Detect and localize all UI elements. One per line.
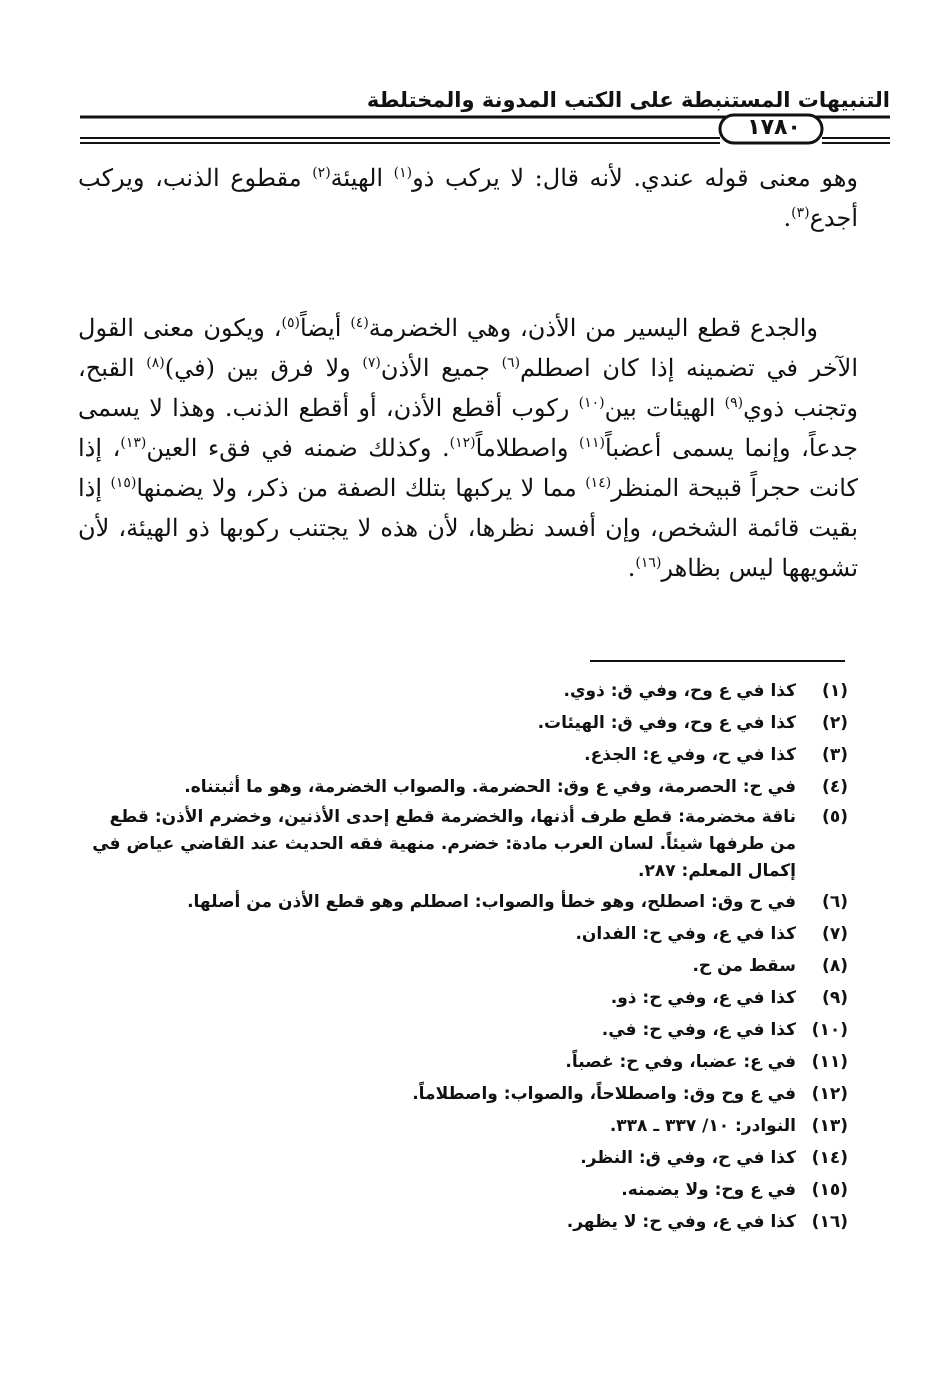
page-number: ١٧٨٠ bbox=[747, 115, 801, 140]
footnote-item bbox=[78, 1207, 848, 1239]
footnote-ref: (٢) bbox=[312, 165, 331, 181]
footnote-item bbox=[78, 1111, 848, 1143]
footnote-item bbox=[78, 983, 848, 1015]
footnote-text: كذا في ح، وفي ق: النظر. bbox=[580, 1148, 796, 1168]
footnote-item bbox=[78, 951, 848, 983]
footnote-ref: (١٤) bbox=[585, 475, 612, 491]
footnote-item bbox=[78, 740, 848, 772]
footnote-number: (٨) bbox=[822, 956, 848, 976]
footnote-number: (١٦) bbox=[811, 1212, 848, 1232]
footnote-item bbox=[78, 708, 848, 740]
footnote-number: (٧) bbox=[822, 924, 848, 944]
footnote-number: (١١) bbox=[811, 1052, 848, 1072]
footnote-text: كذا في ع، وفي ح: الفدان. bbox=[575, 924, 796, 944]
footnote-text: كذا في ع وح، وفي ق: ذوي. bbox=[563, 681, 796, 701]
footnote-ref: (٣) bbox=[791, 205, 810, 221]
footnote-ref: (٤) bbox=[350, 315, 369, 331]
footnote-text: في ع: عضبا، وفي ح: غصباً. bbox=[565, 1052, 796, 1072]
footnote-number: (١٥) bbox=[811, 1180, 848, 1200]
footnote-number: (١٣) bbox=[811, 1116, 848, 1136]
footnote-text: في ح: الحصرمة، وفي ع وق: الحضرمة. والصواب الخضرمة، وهو ما أثبتناه. bbox=[184, 777, 796, 797]
footnote-text: في ع وح وق: واصطلاحاً، والصواب: واصطلاماً. bbox=[412, 1084, 796, 1104]
footnote-number: (٥) bbox=[822, 807, 848, 827]
footnote-ref: (٨) bbox=[146, 355, 165, 371]
footnote-ref: (١١) bbox=[579, 435, 606, 451]
footnote-ref: (١٠) bbox=[578, 395, 605, 411]
footnote-separator bbox=[590, 660, 845, 662]
footnote-item bbox=[78, 1047, 848, 1079]
footnote-item bbox=[78, 1079, 848, 1111]
footnote-item bbox=[78, 1015, 848, 1047]
footnote-item bbox=[78, 887, 848, 919]
footnote-text: في ع وح: ولا يضمنه. bbox=[621, 1180, 796, 1200]
footnote-number: (١٤) bbox=[811, 1148, 848, 1168]
footnote-ref: (١) bbox=[393, 165, 413, 181]
footnote-text: في ح وق: اصطلح، وهو خطأ والصواب: اصطلم وهو قطع الأذن من أصلها. bbox=[187, 892, 796, 912]
footnote-number: (١٠) bbox=[811, 1020, 848, 1040]
footnote-ref: (٩) bbox=[724, 395, 744, 411]
footnote-ref: (٥) bbox=[281, 315, 300, 331]
footnote-item bbox=[78, 804, 848, 887]
running-header-title: التنبيهات المستنبطة على الكتب المدونة والمختلطة bbox=[366, 88, 890, 112]
footnote-text: كذا في ع وح، وفي ق: الهيئات. bbox=[537, 713, 796, 733]
footnote-number: (٦) bbox=[822, 892, 848, 912]
footnote-text: كذا في ح، وفي ع: الجذع. bbox=[584, 745, 796, 765]
footnote-number: (١) bbox=[822, 681, 848, 701]
footnote-number: (٩) bbox=[822, 988, 848, 1008]
footnote-number: (٤) bbox=[822, 777, 848, 797]
footnote-text: سقط من ح. bbox=[692, 956, 796, 976]
footnote-ref: (١٣) bbox=[120, 435, 147, 451]
footnote-text: النوادر: ١٠/ ٣٣٧ ـ ٣٣٨. bbox=[609, 1116, 796, 1136]
footnote-item bbox=[78, 919, 848, 951]
footnote-ref: (٦) bbox=[501, 355, 521, 371]
footnote-list bbox=[78, 676, 848, 1239]
footnote-text: ناقة مخضرمة: قطع طرف أذنها، والخضرمة قطع إحدى الأذنين، وخضرم الأذن: قطع من طرفها شيئاً. لسان العرب مادة: خضرم. منهية فقه الحديث عند القاضي عياض في إكمال المعلم: ٢٨٧. bbox=[92, 807, 796, 881]
footnote-item bbox=[78, 772, 848, 804]
footnote-item bbox=[78, 676, 848, 708]
footnote-text: كذا في ع، وفي ح: ذو. bbox=[610, 988, 796, 1008]
footnote-ref: (١٥) bbox=[110, 475, 137, 491]
footnote-text: كذا في ع، وفي ح: لا يظهر. bbox=[566, 1212, 796, 1232]
footnote-number: (١٢) bbox=[811, 1084, 848, 1104]
body-paragraph-2: والجدع قطع اليسير من الأذن، وهي الخضرمة$^{(٤)}$ أيضاً$^{(٥)}$، ويكون معنى القول الآخر في تضمينه إذا كان اصطلم$^{(٦)}$ جميع الأذن$^{(٧)}$ ولا فرق بين (في)$^{(٨)}$ القبح، وتجنب ذوي$^{(٩)}$ الهيئات بين$^{(١٠)}$ ركوب أقطع الأذن، أو أقطع الذنب. وهذا لا يسمى جدعاً، وإنما يسمى أعضباً$^{(١١)}$ واصطلاماً$^{(١٢)}$. وكذلك ضمنه في فقء العين$^{(١٣)}$، إذا كانت حجراً قبيحة المنظر$^{(١٤)}$ مما لا يركبها بتلك الصفة من ذكر، ولا يضمنها$^{(١٥)}$ إذا بقيت قائمة الشخص، وإن أفسد نظرها، لأن هذه لا يجتنب ركوبها ذو الهيئة، لأن تشويهها ليس بظاهر$^{(١٦)}$. bbox=[78, 314, 859, 582]
footnote-number: (٢) bbox=[822, 713, 848, 733]
footnote-ref: (١٢) bbox=[449, 435, 476, 451]
footnote-item bbox=[78, 1175, 848, 1207]
footnote-ref: (١٦) bbox=[635, 555, 662, 571]
footnote-ref: (٧) bbox=[362, 355, 381, 371]
body-paragraph-1: وهو معنى قوله عندي. لأنه قال: لا يركب ذو$^{(١)}$ الهيئة$^{(٢)}$ مقطوع الذنب، ويركب أجدع$^{(٣)}$. bbox=[78, 164, 858, 232]
footnote-text: كذا في ع، وفي ح: في. bbox=[601, 1020, 796, 1040]
footnote-number: (٣) bbox=[822, 745, 848, 765]
footnote-item bbox=[78, 1143, 848, 1175]
